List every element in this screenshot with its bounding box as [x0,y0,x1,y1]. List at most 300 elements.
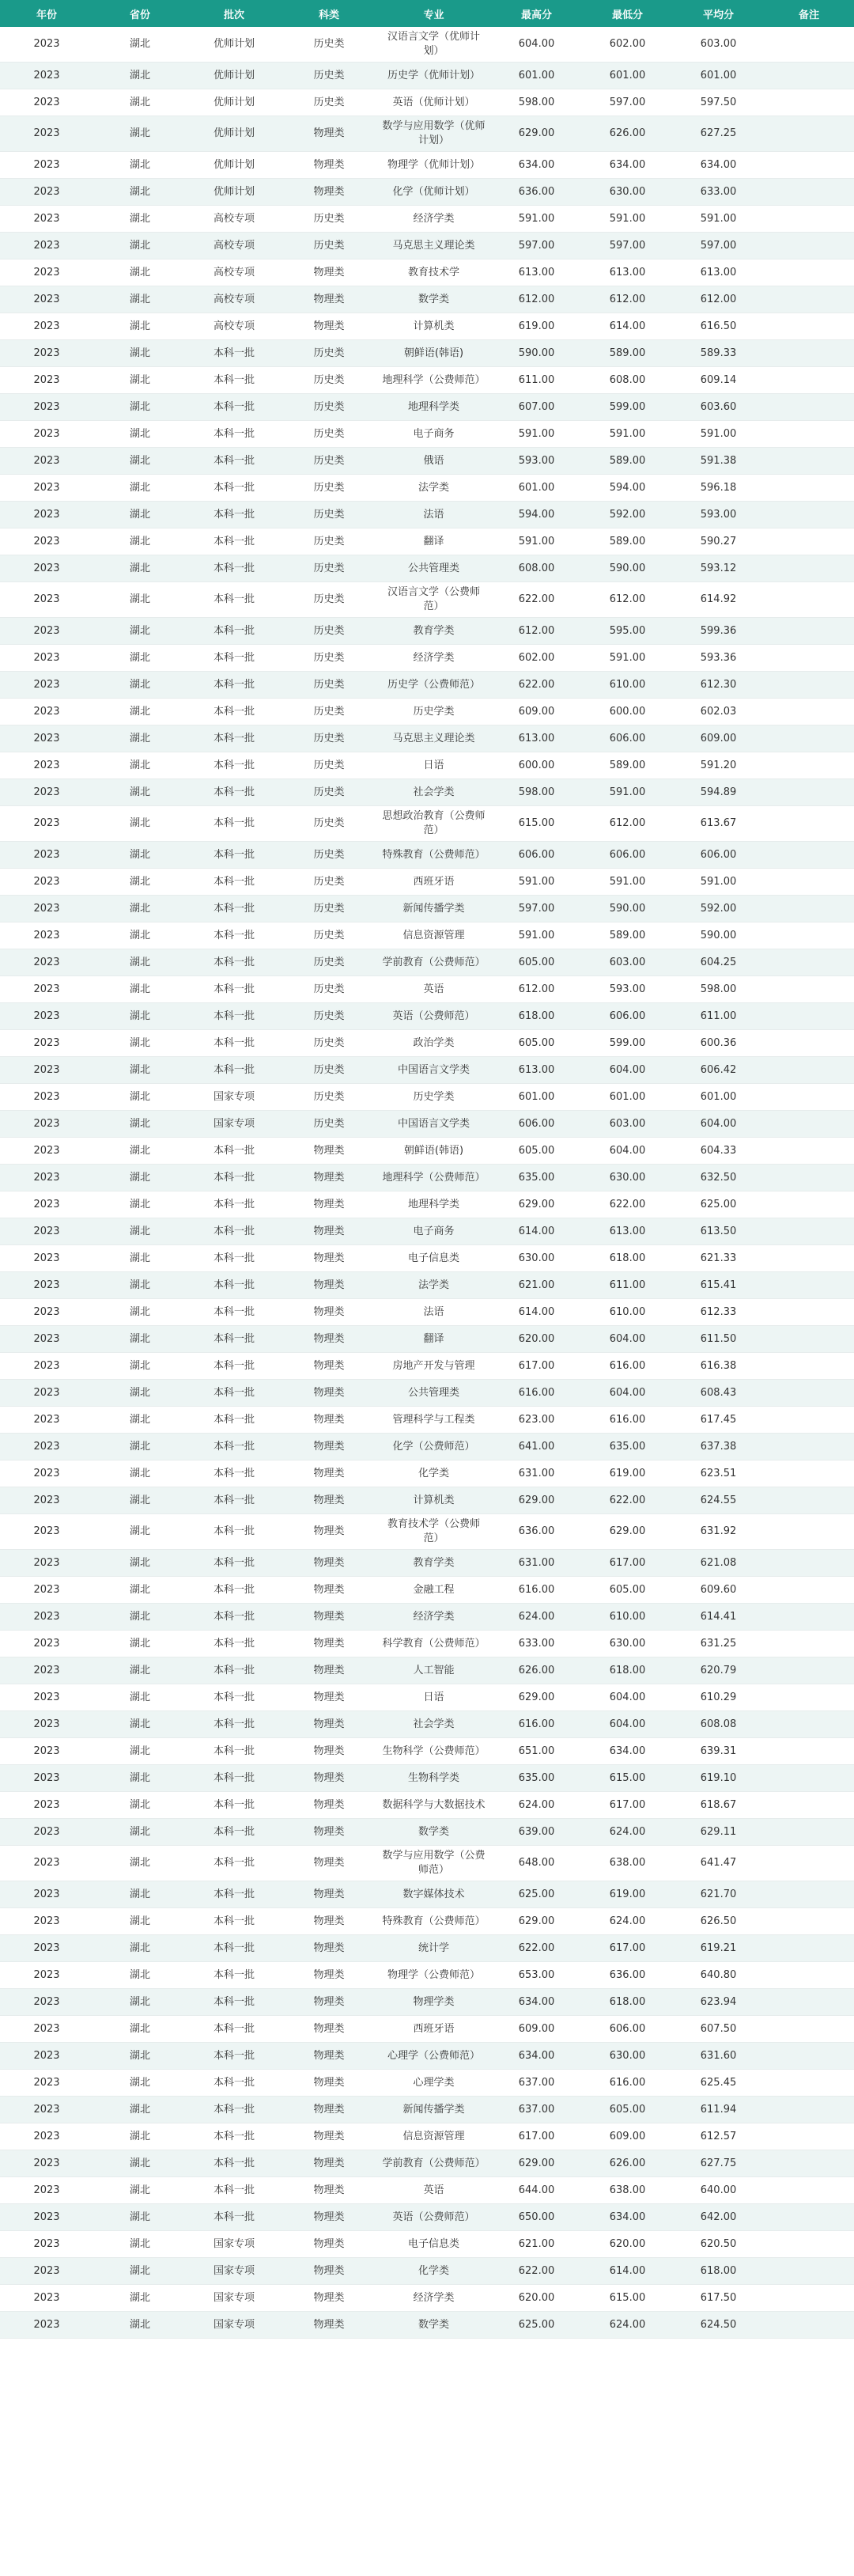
table-row [0,896,854,922]
cell-province: 湖北 [93,869,187,896]
cell-province: 湖北 [93,645,187,672]
cell-year: 2023 [0,1738,93,1765]
cell-batch: 高校专项 [187,286,282,313]
cell-subject: 历史类 [282,725,376,752]
cell-province: 湖北 [93,1191,187,1218]
cell-province: 湖北 [93,448,187,475]
cell-major: 数学与应用数学（公费师范） [376,1846,491,1881]
cell-max-score: 634.00 [491,1989,582,2016]
cell-batch: 本科一批 [187,1550,282,1577]
cell-province: 湖北 [93,502,187,528]
cell-province: 湖北 [93,1218,187,1245]
cell-avg-score: 610.29 [673,1684,764,1711]
cell-min-score: 618.00 [582,1657,673,1684]
cell-remark [764,842,854,869]
cell-avg-score: 629.11 [673,1819,764,1846]
cell-remark [764,2312,854,2339]
cell-year: 2023 [0,1881,93,1908]
cell-province: 湖北 [93,394,187,421]
cell-avg-score: 624.55 [673,1487,764,1514]
cell-min-score: 619.00 [582,1881,673,1908]
cell-province: 湖北 [93,179,187,206]
cell-avg-score: 592.00 [673,896,764,922]
cell-major: 日语 [376,1684,491,1711]
cell-batch: 本科一批 [187,1577,282,1604]
cell-major: 教育技术学 [376,259,491,286]
cell-major: 教育技术学（公费师范） [376,1514,491,1550]
cell-subject: 历史类 [282,206,376,233]
cell-province: 湖北 [93,842,187,869]
cell-avg-score: 640.00 [673,2177,764,2204]
cell-batch: 本科一批 [187,340,282,367]
cell-major: 科学教育（公费师范） [376,1631,491,1657]
cell-major: 学前教育（公费师范） [376,2150,491,2177]
cell-remark [764,1218,854,1245]
cell-max-score: 606.00 [491,842,582,869]
cell-major: 电子信息类 [376,1245,491,1272]
cell-max-score: 629.00 [491,1908,582,1935]
cell-subject: 物理类 [282,2123,376,2150]
cell-major: 生物科学（公费师范） [376,1738,491,1765]
table-row [0,618,854,645]
cell-remark [764,448,854,475]
cell-subject: 物理类 [282,179,376,206]
cell-avg-score: 611.50 [673,1326,764,1353]
cell-batch: 优师计划 [187,27,282,63]
cell-year: 2023 [0,1434,93,1460]
cell-subject: 物理类 [282,1935,376,1962]
cell-batch: 本科一批 [187,421,282,448]
cell-major: 电子信息类 [376,2231,491,2258]
cell-batch: 本科一批 [187,1711,282,1738]
cell-batch: 本科一批 [187,1380,282,1407]
cell-batch: 本科一批 [187,645,282,672]
table-row [0,1989,854,2016]
cell-subject: 物理类 [282,1353,376,1380]
cell-subject: 历史类 [282,340,376,367]
cell-max-score: 631.00 [491,1550,582,1577]
cell-batch: 本科一批 [187,448,282,475]
cell-batch: 本科一批 [187,367,282,394]
cell-year: 2023 [0,2150,93,2177]
cell-max-score: 601.00 [491,1084,582,1111]
table-row [0,502,854,528]
cell-subject: 物理类 [282,2312,376,2339]
cell-max-score: 629.00 [491,1487,582,1514]
cell-avg-score: 608.08 [673,1711,764,1738]
cell-avg-score: 591.00 [673,869,764,896]
cell-year: 2023 [0,528,93,555]
cell-province: 湖北 [93,27,187,63]
cell-year: 2023 [0,1191,93,1218]
cell-year: 2023 [0,421,93,448]
cell-remark [764,259,854,286]
cell-batch: 本科一批 [187,582,282,618]
cell-min-score: 614.00 [582,313,673,340]
cell-avg-score: 593.00 [673,502,764,528]
cell-major: 朝鲜语(韩语) [376,340,491,367]
cell-avg-score: 608.43 [673,1380,764,1407]
cell-remark [764,2204,854,2231]
cell-batch: 本科一批 [187,528,282,555]
cell-min-score: 626.00 [582,116,673,152]
cell-avg-score: 621.70 [673,1881,764,1908]
cell-province: 湖北 [93,367,187,394]
cell-year: 2023 [0,1577,93,1604]
cell-major: 社会学类 [376,1711,491,1738]
cell-province: 湖北 [93,949,187,976]
cell-subject: 历史类 [282,502,376,528]
cell-min-score: 591.00 [582,421,673,448]
cell-min-score: 606.00 [582,842,673,869]
cell-avg-score: 624.50 [673,2312,764,2339]
cell-subject: 物理类 [282,1631,376,1657]
cell-max-score: 591.00 [491,421,582,448]
table-row [0,152,854,179]
cell-avg-score: 619.21 [673,1935,764,1962]
cell-major: 英语 [376,2177,491,2204]
cell-avg-score: 623.51 [673,1460,764,1487]
cell-year: 2023 [0,2231,93,2258]
cell-remark [764,2016,854,2043]
cell-province: 湖北 [93,1550,187,1577]
cell-year: 2023 [0,672,93,699]
cell-avg-score: 613.67 [673,806,764,842]
cell-remark [764,1819,854,1846]
cell-min-score: 599.00 [582,1030,673,1057]
cell-max-score: 651.00 [491,1738,582,1765]
cell-subject: 物理类 [282,2043,376,2070]
cell-province: 湖北 [93,618,187,645]
cell-province: 湖北 [93,1165,187,1191]
cell-batch: 本科一批 [187,1792,282,1819]
table-row [0,1711,854,1738]
table-row [0,779,854,806]
cell-remark [764,1550,854,1577]
cell-subject: 历史类 [282,421,376,448]
cell-avg-score: 621.08 [673,1550,764,1577]
table-row [0,1738,854,1765]
cell-year: 2023 [0,1084,93,1111]
cell-subject: 历史类 [282,367,376,394]
cell-province: 湖北 [93,1738,187,1765]
cell-year: 2023 [0,475,93,502]
cell-min-score: 610.00 [582,672,673,699]
cell-batch: 本科一批 [187,2123,282,2150]
cell-year: 2023 [0,1487,93,1514]
cell-subject: 物理类 [282,2150,376,2177]
cell-batch: 优师计划 [187,116,282,152]
cell-min-score: 604.00 [582,1057,673,1084]
cell-remark [764,1684,854,1711]
cell-avg-score: 611.00 [673,1003,764,1030]
cell-year: 2023 [0,1604,93,1631]
cell-subject: 历史类 [282,949,376,976]
table-row [0,1407,854,1434]
header-major: 专业 [376,0,491,27]
cell-province: 湖北 [93,1245,187,1272]
cell-major: 地理科学（公费师范） [376,367,491,394]
cell-subject: 物理类 [282,1138,376,1165]
cell-year: 2023 [0,1165,93,1191]
cell-batch: 本科一批 [187,922,282,949]
cell-province: 湖北 [93,1138,187,1165]
cell-remark [764,233,854,259]
header-min-score: 最低分 [582,0,673,27]
cell-max-score: 622.00 [491,2258,582,2285]
cell-subject: 历史类 [282,752,376,779]
cell-major: 电子商务 [376,1218,491,1245]
cell-avg-score: 601.00 [673,1084,764,1111]
cell-batch: 本科一批 [187,1138,282,1165]
cell-max-score: 623.00 [491,1407,582,1434]
cell-province: 湖北 [93,206,187,233]
cell-remark [764,2123,854,2150]
cell-major: 法学类 [376,475,491,502]
cell-major: 思想政治教育（公费师范） [376,806,491,842]
cell-batch: 本科一批 [187,2204,282,2231]
cell-avg-score: 609.60 [673,1577,764,1604]
cell-year: 2023 [0,259,93,286]
cell-year: 2023 [0,1218,93,1245]
header-batch: 批次 [187,0,282,27]
cell-remark [764,555,854,582]
cell-year: 2023 [0,1514,93,1550]
cell-avg-score: 599.36 [673,618,764,645]
cell-year: 2023 [0,1138,93,1165]
cell-remark [764,1846,854,1881]
cell-max-score: 608.00 [491,555,582,582]
cell-province: 湖北 [93,1434,187,1460]
cell-avg-score: 597.00 [673,233,764,259]
cell-min-score: 601.00 [582,1084,673,1111]
table-row [0,1550,854,1577]
cell-remark [764,1657,854,1684]
cell-major: 信息资源管理 [376,922,491,949]
cell-batch: 本科一批 [187,1245,282,1272]
cell-avg-score: 593.12 [673,555,764,582]
cell-remark [764,752,854,779]
cell-major: 数学类 [376,1819,491,1846]
cell-batch: 本科一批 [187,1218,282,1245]
cell-major: 西班牙语 [376,869,491,896]
cell-province: 湖北 [93,1908,187,1935]
cell-remark [764,922,854,949]
cell-max-score: 613.00 [491,259,582,286]
cell-major: 统计学 [376,1935,491,1962]
cell-min-score: 634.00 [582,2204,673,2231]
cell-max-score: 616.00 [491,1711,582,1738]
cell-subject: 物理类 [282,1245,376,1272]
cell-batch: 本科一批 [187,1272,282,1299]
cell-batch: 国家专项 [187,2285,282,2312]
cell-subject: 历史类 [282,528,376,555]
cell-remark [764,1191,854,1218]
cell-avg-score: 602.03 [673,699,764,725]
cell-major: 数学类 [376,286,491,313]
cell-min-score: 630.00 [582,179,673,206]
cell-max-score: 621.00 [491,1272,582,1299]
cell-year: 2023 [0,752,93,779]
cell-subject: 历史类 [282,63,376,89]
cell-remark [764,528,854,555]
cell-remark [764,896,854,922]
cell-max-score: 641.00 [491,1434,582,1460]
cell-major: 中国语言文学类 [376,1057,491,1084]
cell-max-score: 613.00 [491,725,582,752]
cell-remark [764,1407,854,1434]
table-row [0,2312,854,2339]
cell-remark [764,672,854,699]
cell-batch: 本科一批 [187,1030,282,1057]
cell-batch: 优师计划 [187,179,282,206]
cell-avg-score: 612.57 [673,2123,764,2150]
cell-min-score: 590.00 [582,555,673,582]
cell-remark [764,1962,854,1989]
cell-batch: 国家专项 [187,1111,282,1138]
cell-major: 金融工程 [376,1577,491,1604]
cell-min-score: 612.00 [582,582,673,618]
cell-year: 2023 [0,63,93,89]
cell-max-score: 619.00 [491,313,582,340]
cell-subject: 物理类 [282,1514,376,1550]
cell-province: 湖北 [93,1792,187,1819]
cell-remark [764,1272,854,1299]
cell-batch: 本科一批 [187,1460,282,1487]
cell-subject: 物理类 [282,152,376,179]
cell-min-score: 629.00 [582,1514,673,1550]
table-row [0,645,854,672]
cell-max-score: 636.00 [491,1514,582,1550]
cell-province: 湖北 [93,475,187,502]
cell-avg-score: 616.50 [673,313,764,340]
cell-avg-score: 631.60 [673,2043,764,2070]
cell-min-score: 616.00 [582,1353,673,1380]
cell-subject: 历史类 [282,699,376,725]
table-row [0,1908,854,1935]
cell-province: 湖北 [93,779,187,806]
table-row [0,1881,854,1908]
cell-province: 湖北 [93,2016,187,2043]
cell-max-score: 612.00 [491,618,582,645]
cell-remark [764,2150,854,2177]
cell-max-score: 624.00 [491,1792,582,1819]
cell-major: 英语（公费师范） [376,1003,491,1030]
cell-major: 数学与应用数学（优师计划） [376,116,491,152]
cell-subject: 历史类 [282,475,376,502]
cell-batch: 本科一批 [187,1819,282,1846]
table-row [0,259,854,286]
cell-subject: 物理类 [282,1792,376,1819]
cell-avg-score: 625.45 [673,2070,764,2097]
cell-major: 法语 [376,502,491,528]
cell-max-score: 612.00 [491,286,582,313]
cell-remark [764,27,854,63]
cell-subject: 历史类 [282,89,376,116]
cell-batch: 本科一批 [187,869,282,896]
cell-major: 英语（优师计划） [376,89,491,116]
cell-min-score: 593.00 [582,976,673,1003]
cell-max-score: 620.00 [491,1326,582,1353]
cell-province: 湖北 [93,896,187,922]
cell-min-score: 624.00 [582,1908,673,1935]
cell-subject: 物理类 [282,1487,376,1514]
cell-province: 湖北 [93,1487,187,1514]
cell-subject: 物理类 [282,2070,376,2097]
cell-batch: 本科一批 [187,1846,282,1881]
cell-max-score: 629.00 [491,2150,582,2177]
header-avg-score: 平均分 [673,0,764,27]
table-header-row [0,0,854,27]
table-row [0,752,854,779]
cell-avg-score: 627.25 [673,116,764,152]
cell-year: 2023 [0,27,93,63]
table-row [0,976,854,1003]
cell-province: 湖北 [93,806,187,842]
cell-batch: 本科一批 [187,1434,282,1460]
cell-remark [764,1326,854,1353]
cell-major: 数学类 [376,2312,491,2339]
cell-province: 湖北 [93,1989,187,2016]
cell-subject: 物理类 [282,259,376,286]
cell-major: 马克思主义理论类 [376,233,491,259]
cell-avg-score: 603.60 [673,394,764,421]
cell-remark [764,206,854,233]
cell-subject: 历史类 [282,869,376,896]
cell-max-score: 609.00 [491,699,582,725]
cell-min-score: 618.00 [582,1245,673,1272]
cell-avg-score: 591.00 [673,206,764,233]
cell-max-score: 626.00 [491,1657,582,1684]
cell-min-score: 638.00 [582,2177,673,2204]
table-row [0,869,854,896]
cell-province: 湖北 [93,89,187,116]
cell-year: 2023 [0,1460,93,1487]
cell-max-score: 606.00 [491,1111,582,1138]
table-row [0,394,854,421]
cell-avg-score: 631.25 [673,1631,764,1657]
cell-province: 湖北 [93,1819,187,1846]
cell-min-score: 604.00 [582,1138,673,1165]
cell-remark [764,869,854,896]
cell-min-score: 597.00 [582,233,673,259]
cell-min-score: 606.00 [582,2016,673,2043]
cell-province: 湖北 [93,1935,187,1962]
cell-year: 2023 [0,1272,93,1299]
cell-major: 法语 [376,1299,491,1326]
cell-province: 湖北 [93,1460,187,1487]
cell-remark [764,286,854,313]
cell-remark [764,1604,854,1631]
cell-year: 2023 [0,448,93,475]
cell-major: 物理学类 [376,1989,491,2016]
cell-min-score: 605.00 [582,2097,673,2123]
cell-max-score: 614.00 [491,1299,582,1326]
cell-subject: 物理类 [282,1299,376,1326]
table-row [0,2070,854,2097]
cell-subject: 物理类 [282,1819,376,1846]
cell-major: 经济学类 [376,2285,491,2312]
cell-major: 房地产开发与管理 [376,1353,491,1380]
cell-batch: 高校专项 [187,259,282,286]
cell-remark [764,949,854,976]
table-row [0,725,854,752]
cell-avg-score: 600.36 [673,1030,764,1057]
cell-province: 湖北 [93,1711,187,1738]
cell-avg-score: 623.94 [673,1989,764,2016]
cell-province: 湖北 [93,1003,187,1030]
cell-remark [764,645,854,672]
